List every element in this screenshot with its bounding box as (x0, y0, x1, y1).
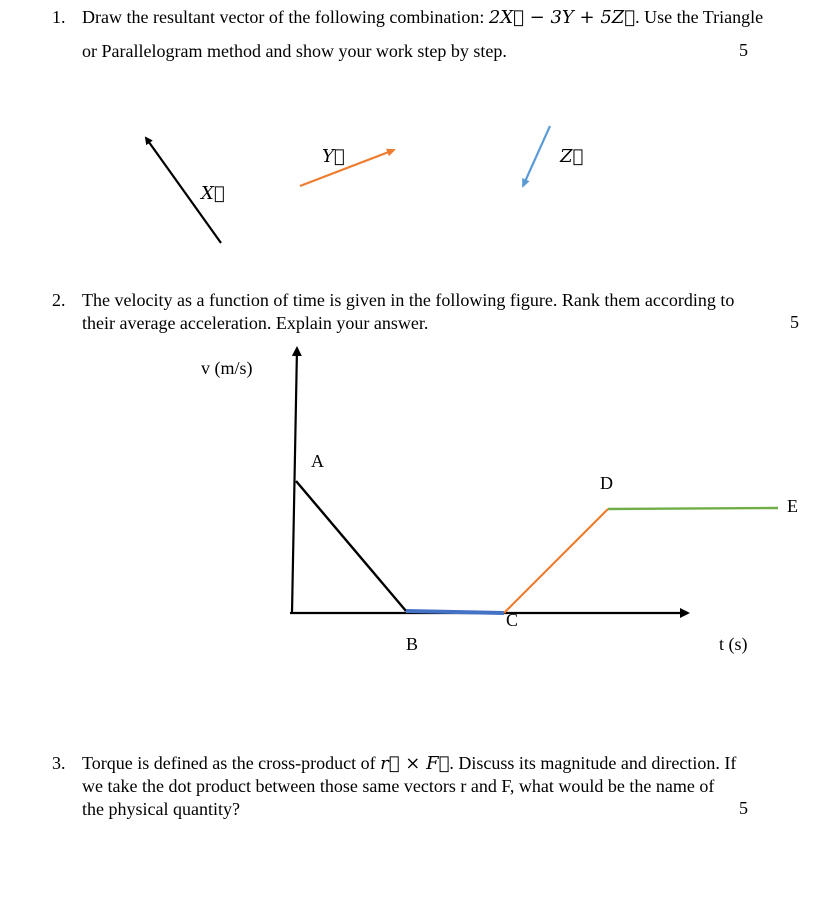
segment-d-e (608, 508, 778, 509)
question-3-number: 3. (52, 753, 66, 773)
question-3-line-1 (82, 752, 736, 775)
point-label-b: B (406, 634, 419, 654)
question-1-number: 1. (52, 7, 66, 27)
question-2-line-2: their average acceleration. Explain your answer. (82, 313, 429, 333)
question-1-line-2: or Parallelogram method and show your work step by step. (82, 41, 507, 61)
question-1-text: Draw the resultant vector of the following combination: (82, 7, 489, 27)
segment-c-d (504, 509, 608, 613)
question-1-points: 5 (739, 40, 748, 60)
question-1-expression: 2X⃗ − 3Y + 5Z⃗ (488, 7, 636, 28)
question-3-expression: r⃗ × F⃗ (380, 753, 450, 774)
graph-y-axis-label: v (m/s) (201, 358, 253, 378)
point-label-d: D (600, 473, 613, 493)
question-2-number: 2. (52, 290, 66, 310)
question-3-line-2: we take the dot product between those same vectors r and F, what would be the name of (82, 776, 715, 796)
vector-y-arrow (300, 150, 394, 186)
question-3-points: 5 (739, 798, 748, 818)
question-3-line-3: the physical quantity? (82, 799, 240, 819)
question-2-points: 5 (790, 312, 799, 332)
vector-x-label: X⃗ (201, 183, 225, 204)
vector-y-label: Y⃗ (322, 146, 345, 167)
question-3-suffix: . Discuss its magnitude and direction. If (449, 753, 737, 773)
vector-z-label: Z⃗ (560, 146, 584, 167)
segment-b-c (406, 611, 504, 613)
point-label-a: A (311, 451, 324, 471)
vector-z-arrow (523, 126, 550, 186)
graph-y-axis (292, 348, 297, 613)
graph-x-axis-label: t (s) (719, 634, 748, 654)
question-3-text: Torque is defined as the cross-product of (82, 753, 381, 773)
point-label-e: E (787, 496, 798, 516)
question-2-line-1: The velocity as a function of time is given in the following figure. Rank them according to (82, 290, 735, 310)
segment-a-b (296, 481, 406, 611)
question-1-suffix: . Use the Triangle (635, 7, 764, 27)
point-label-c: C (506, 610, 519, 630)
